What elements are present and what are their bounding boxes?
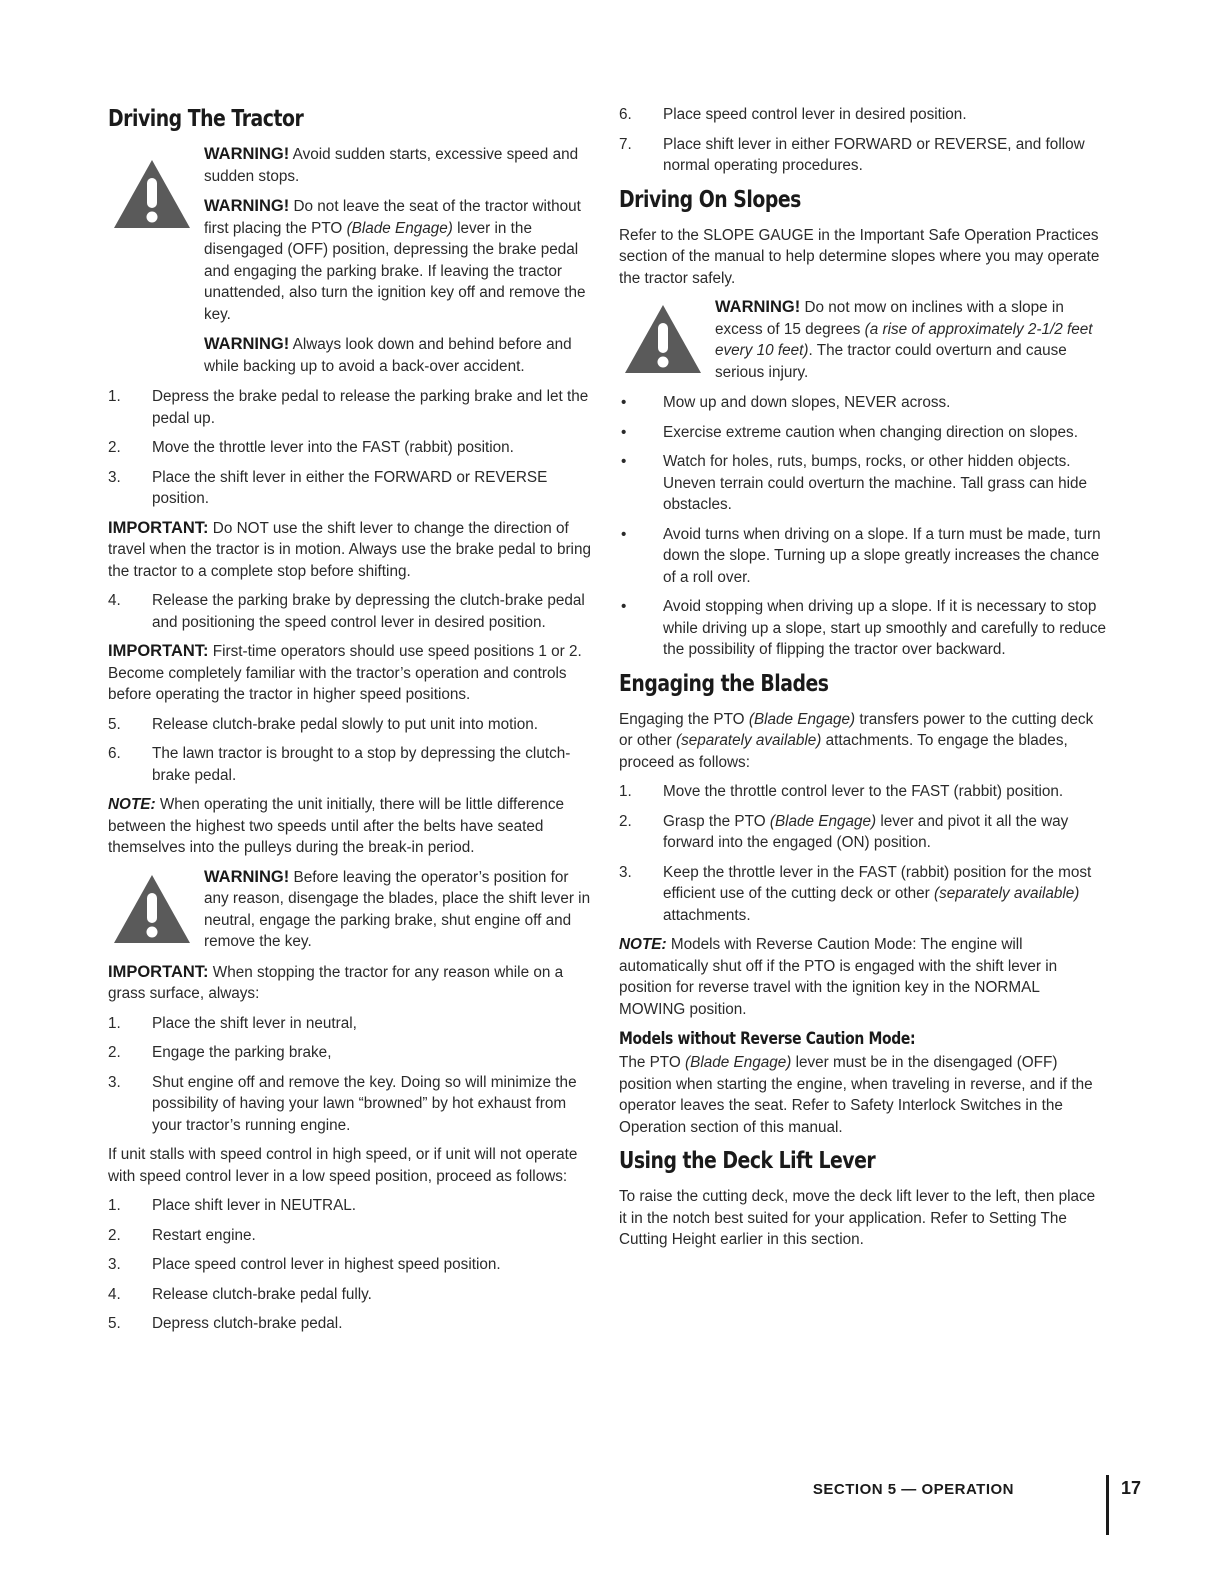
heading-using-deck-lift-lever: Using the Deck Lift Lever — [619, 1148, 876, 1174]
list-item: • Avoid turns when driving on a slope. If a turn must be made, turn down the slope. Turning up a slope greatly increases the chance of a roll over. — [621, 525, 1101, 586]
list-item: 1. Depress the brake pedal to release the parking brake and let the pedal up. — [108, 388, 589, 427]
list-item: • Watch for holes, ruts, bumps, rocks, or other hidden objects. Uneven terrain could overturn the machine. Tall grass can hide obstacles. — [621, 453, 1088, 513]
blades-intro: Engaging the PTO (Blade Engage) transfers power to the cutting deck or other (separately available) attachments. To engage the blades, proceed as follows: — [619, 710, 1094, 771]
note-reverse-caution: NOTE: Models with Reverse Caution Mode: The engine will automatically shut off if the PTO is engaged with the shift lever in position for reverse travel with the ignition key in the NORMAL MOWING position. — [619, 936, 1058, 1018]
list-item: 2. Restart engine. — [108, 1226, 256, 1244]
list-item: 2. Grasp the PTO (Blade Engage) lever and pivot it all the way forward into the engaged (ON) position. — [619, 812, 1069, 851]
steps-list-e — [108, 1195, 596, 1335]
warning-triangle-icon — [112, 158, 192, 230]
warning-slope-degrees: WARNING! Do not mow on inclines with a slope in excess of 15 degrees (a rise of approximately 2-1/2 feet every 10 feet). The tractor could overturn and cause serious injury. — [715, 298, 1093, 381]
note-break-in: NOTE: When operating the unit initially, there will be little difference between the highest two speeds until after the belts have seated themselves into the pulleys during the break-in period. — [108, 796, 565, 856]
important-stopping: IMPORTANT: When stopping the tractor for any reason while on a grass surface, always: — [108, 962, 564, 1002]
heading-driving-the-tractor: Driving The Tractor — [108, 106, 304, 132]
list-item: 1. Place shift lever in NEUTRAL. — [108, 1197, 357, 1214]
list-item: 2. Move the throttle lever into the FAST (rabbit) position. — [108, 439, 514, 456]
right-column — [619, 104, 1107, 1259]
steps-list-b — [108, 590, 596, 633]
steps-list-a — [108, 386, 596, 510]
important-shift-lever: IMPORTANT: Do NOT use the shift lever to change the direction of travel when the tractor is in motion. Always use the brake pedal to bring the tractor to a complete stop before shifting. — [108, 518, 591, 580]
warning-block-leaving — [108, 867, 596, 953]
slopes-bullet-list — [619, 392, 1107, 661]
footer-divider — [1106, 1475, 1109, 1535]
without-reverse-caution-text: The PTO (Blade Engage) lever must be in the disengaged (OFF) position when starting the engine, when traveling in reverse, and if the operator leaves the seat. Refer to Safety Interlock Switches in the Operation section of this manual. — [619, 1054, 1093, 1136]
list-item: 1. Place the shift lever in neutral, — [108, 1014, 357, 1032]
stall-paragraph: If unit stalls with speed control in high speed, or if unit will not operate with speed control lever in a low speed position, proceed as follows: — [108, 1146, 578, 1185]
warning-backing-up: WARNING! Always look down and behind before and while backing up to avoid a back-over accident. — [204, 335, 572, 375]
list-item: 3. Place speed control lever in highest speed position. — [108, 1256, 501, 1273]
list-item: 5. Release clutch-brake pedal slowly to put unit into motion. — [108, 715, 539, 733]
important-first-time: IMPORTANT: First-time operators should use speed positions 1 or 2. Become completely familiar with the tractor’s operation and controls before operating the tractor in higher speed positions. — [108, 642, 582, 703]
warning-triangle-icon — [112, 873, 192, 945]
list-item: 4. Release clutch-brake pedal fully. — [108, 1285, 372, 1303]
list-item: 2. Engage the parking brake, — [108, 1044, 332, 1061]
subheading-without-reverse-caution: Models without Reverse Caution Mode: — [619, 1029, 916, 1049]
steps-list-c — [108, 714, 596, 787]
list-item: • Mow up and down slopes, NEVER across. — [621, 394, 951, 411]
list-item: 3. Place the shift lever in either the FORWARD or REVERSE position. — [108, 468, 548, 507]
warning-leave-seat: WARNING! Do not leave the seat of the tractor without first placing the PTO (Blade Engage) lever in the disengaged (OFF) position, depressing the brake pedal and engaging the parking brake. If leaving the tractor unattended, also turn the ignition key off and remove the key. — [204, 197, 586, 323]
list-item: 6. Place speed control lever in desired position. — [619, 106, 967, 123]
page-footer — [812, 1475, 1142, 1535]
list-item: 1. Move the throttle control lever to the FAST (rabbit) position. — [619, 783, 1064, 800]
warning-leaving-position: WARNING! Before leaving the operator’s position for any reason, disengage the blades, place the shift lever in neutral, engage the parking brake, shut engine off and remove the key. — [204, 867, 591, 950]
warning-triangle-icon — [623, 303, 703, 375]
deck-lift-text: To raise the cutting deck, move the deck lift lever to the left, then place it in the notch best suited for your application. Refer to Setting The Cutting Height earlier in this section. — [619, 1188, 1096, 1248]
warning-block-driving — [108, 144, 596, 377]
list-item: 5. Depress clutch-brake pedal. — [108, 1315, 343, 1332]
list-item: 6. The lawn tractor is brought to a stop by depressing the clutch-brake pedal. — [108, 745, 571, 784]
heading-driving-on-slopes: Driving On Slopes — [619, 186, 801, 213]
slopes-intro: Refer to the SLOPE GAUGE in the Important Safe Operation Practices section of the manual to help determine slopes where you may operate the tractor safely. — [619, 226, 1100, 287]
blades-steps-list — [619, 781, 1107, 926]
list-item: • Avoid stopping when driving up a slope. If it is necessary to stop while driving up a slope, start up smoothly and carefully to reduce the possibility of flipping the tractor over backward. — [621, 598, 1106, 658]
footer-section-title: SECTION 5 — OPERATION — [812, 1481, 1014, 1498]
left-column — [108, 104, 596, 1343]
list-item: 3. Shut engine off and remove the key. Doing so will minimize the possibility of having your lawn “browned” by hot exhaust from your tractor’s running engine. — [108, 1073, 577, 1134]
heading-engaging-the-blades: Engaging the Blades — [619, 670, 829, 697]
steps-list-d — [108, 1013, 596, 1137]
warning-sudden-starts: WARNING! Avoid sudden starts, excessive speed and sudden stops. — [204, 145, 579, 185]
list-item: 3. Keep the throttle lever in the FAST (rabbit) position for the most efficient use of the cutting deck or other (separately available) attachments. — [619, 863, 1092, 924]
steps-list-top — [619, 104, 1107, 177]
list-item: • Exercise extreme caution when changing direction on slopes. — [621, 423, 1078, 441]
page-number: 17 — [1121, 1478, 1142, 1498]
warning-block-slopes — [619, 297, 1107, 383]
list-item: 7. Place shift lever in either FORWARD or REVERSE, and follow normal operating procedures. — [619, 135, 1085, 174]
list-item: 4. Release the parking brake by depressing the clutch-brake pedal and positioning the speed control lever in desired position. — [108, 592, 585, 631]
